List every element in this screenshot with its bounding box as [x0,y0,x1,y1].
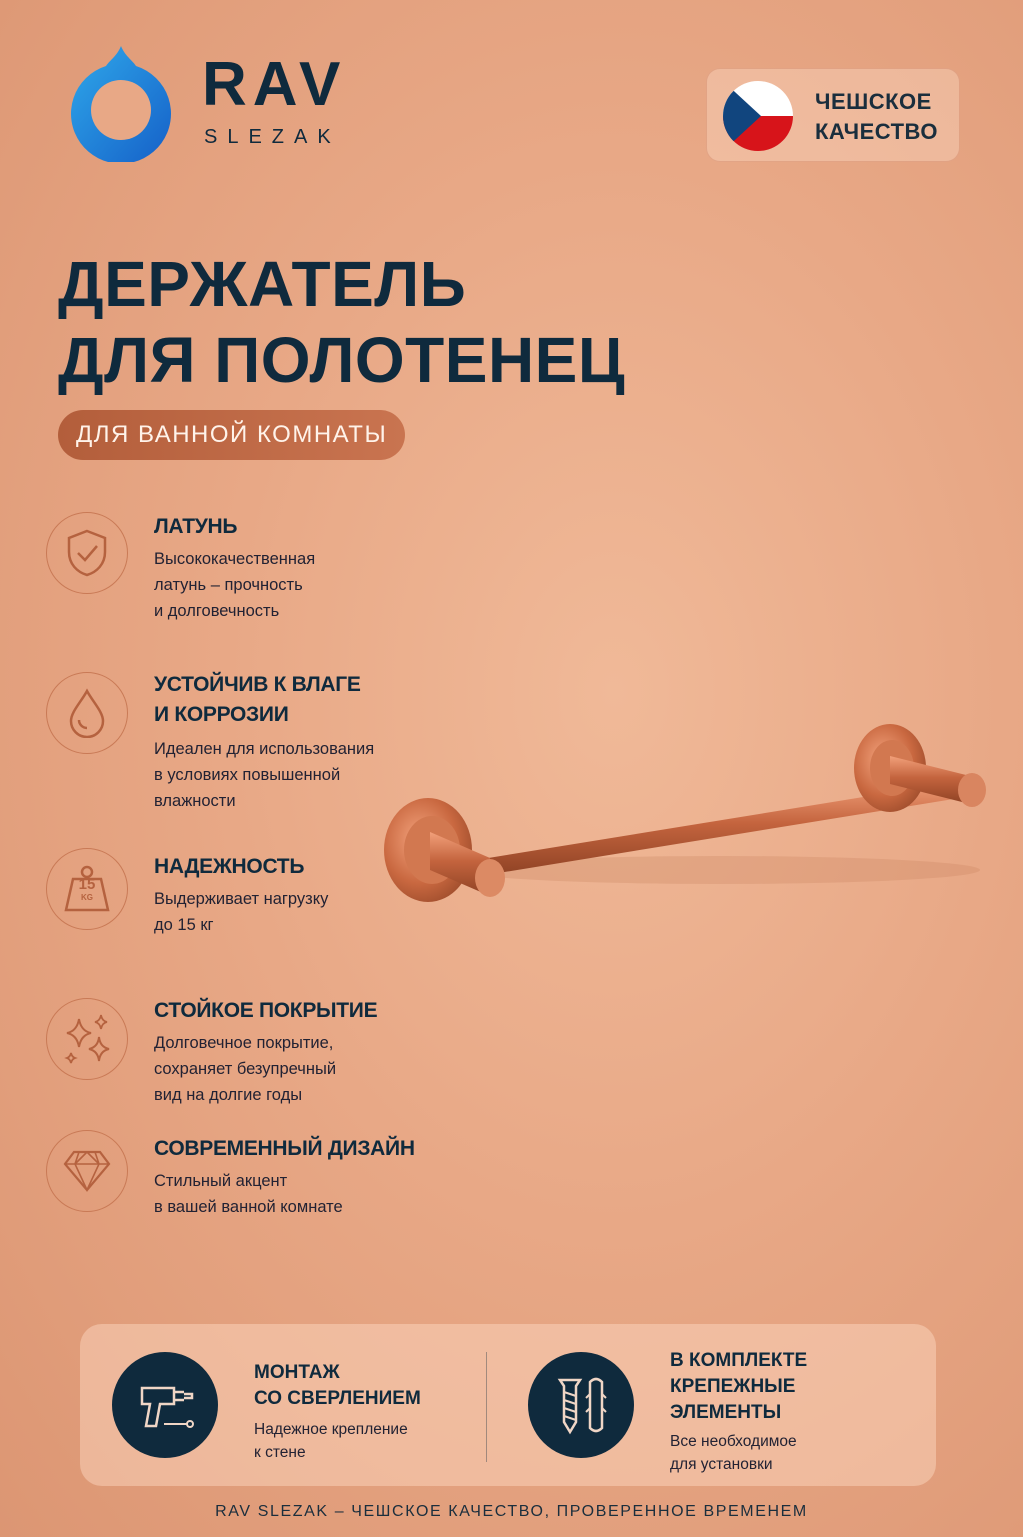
quality-badge [706,68,960,162]
page-title: ДЕРЖАТЕЛЬ ДЛЯ ПОЛОТЕНЕЦ [58,248,626,396]
shield-check-icon [46,512,128,594]
water-drop-ring-icon [62,44,180,162]
weight-icon: 15 KG [46,848,128,930]
brand-sub: SLEZAK [204,126,341,148]
panel-divider [486,1352,487,1462]
czech-flag-icon [723,81,793,151]
towel-bar-image [380,720,1000,920]
brand-name: RAV [202,50,347,119]
footer-slogan: RAV SLEZAK – ЧЕШСКОЕ КАЧЕСТВО, ПРОВЕРЕННОЕ ВРЕМЕНЕМ [215,1503,808,1520]
screw-dowel-icon [528,1352,634,1458]
diamond-icon [46,1130,128,1212]
installation-panel: МОНТАЖ СО СВЕРЛЕНИЕМ Надежное крепление к стене В КОМПЛЕКТЕ КРЕПЕЖНЫЕ ЭЛЕМЕНТЫ Все необходимое для установки [80,1324,936,1486]
badge-label: ЧЕШСКОЕ КАЧЕСТВО [815,89,939,144]
sparkles-icon [46,998,128,1080]
subtitle-pill: ДЛЯ ВАННОЙ КОМНАТЫ [58,410,405,460]
water-drop-icon [46,672,128,754]
brand-logo [62,44,392,164]
drill-icon [112,1352,218,1458]
